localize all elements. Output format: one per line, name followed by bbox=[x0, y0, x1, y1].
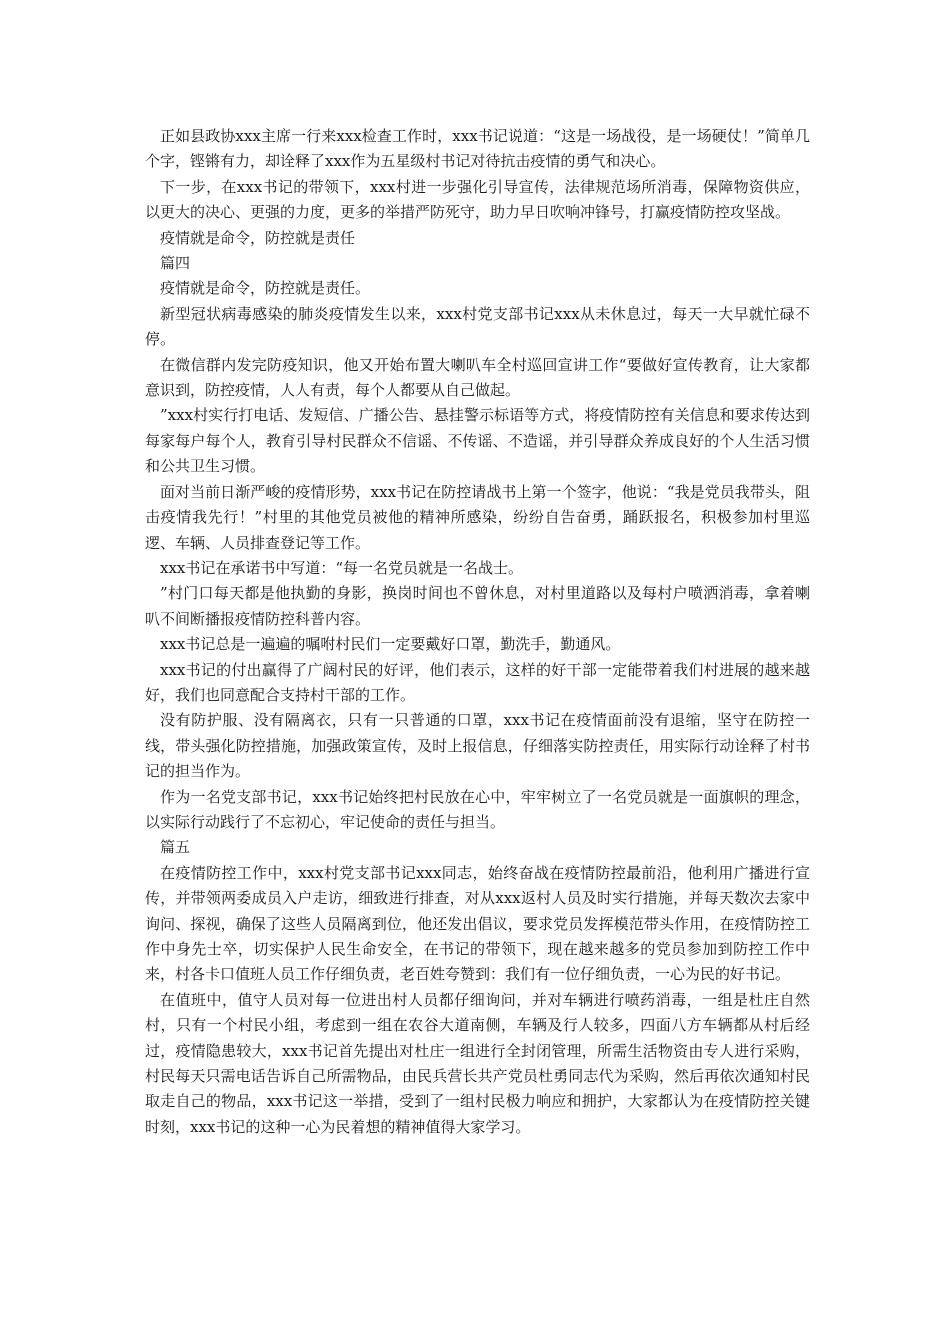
paragraph: ”村门口每天都是他执勤的身影，换岗时间也不曾休息，对村里道路以及每村户喷洒消毒，拿着喇叭不间断播报疫情防控科普内容。 bbox=[145, 584, 810, 628]
paragraph: 下一步，在xxx书记的带领下，xxx村进一步强化引导宣传，法律规范场所消毒，保障物资供应，以更大的决心、更强的力度，更多的举措严防死守，助力早日吹响冲锋号，打赢疫情防控攻坚战。 bbox=[145, 177, 810, 222]
section-heading: 篇五 bbox=[160, 838, 191, 857]
paragraph: xxx书记的付出赢得了广阔村民的好评，他们表示，这样的好干部一定能带着我们村进展的越来越好，我们也同意配合支持村干部的工作。 bbox=[145, 660, 810, 704]
paragraph: 正如县政协xxx主席一行来xxx检查工作时，xxx书记说道：“这是一场战役，是一场硬仗！”简单几个字，铿锵有力，却诠释了xxx作为五星级村书记对待抗击疫情的勇气和决心。 bbox=[145, 127, 810, 171]
paragraph: 新型冠状病毒感染的肺炎疫情发生以来，xxx村党支部书记xxx从未休息过，每天一大早就忙碌不停。 bbox=[145, 304, 810, 349]
section-heading: 篇四 bbox=[160, 254, 191, 273]
paragraph: ”xxx村实行打电话、发短信、广播公告、悬挂警示标语等方式，将疫情防控有关信息和要求传达到每家每户每个人，教育引导村民群众不信谣、不传谣、不造谣，并引导群众养成良好的个人生活习惯和公共卫生习惯。 bbox=[145, 406, 810, 476]
document-body bbox=[145, 124, 810, 1140]
paragraph: 在微信群内发完防疫知识，他又开始布置大喇叭车全村巡回宣讲工作“要做好宣传教育，让大家都意识到，防控疫情，人人有责，每个人都要从自己做起。 bbox=[145, 355, 810, 400]
paragraph: 面对当前日渐严峻的疫情形势，xxx书记在防控请战书上第一个签字，他说：“我是党员我带头，阻击疫情我先行！”村里的其他党员被他的精神所感染，纷纷自告奋勇，踊跃报名，积极参加村里巡逻、车辆、人员排查登记等工作。 bbox=[145, 482, 810, 552]
paragraph: 在疫情防控工作中，xxx村党支部书记xxx同志，始终奋战在疫情防控最前沿，他利用广播进行宣传，并带领两委成员入户走访，细致进行排查，对从xxx返村人员及时实行措施，并每天数次去家中询问、探视，确保了这些人员隔离到位，他还发出倡议，要求党员发挥模范带头作用，在疫情防控工作中身先士卒，切实保护人民生命安全，在书记的带领下，现在越来越多的党员参加到防控工作中来，村各卡口值班人员工作仔细负责，老百姓夸赞到：我们有一位仔细负责，一心为民的好书记。 bbox=[145, 863, 810, 984]
paragraph: 疫情就是命令，防控就是责任。 bbox=[160, 279, 371, 298]
paragraph: 作为一名党支部书记，xxx书记始终把村民放在心中，牢牢树立了一名党员就是一面旗帜的理念，以实际行动践行了不忘初心，牢记使命的责任与担当。 bbox=[145, 787, 810, 831]
paragraph: xxx书记总是一遍遍的嘱咐村民们一定要戴好口罩，勤洗手，勤通风。 bbox=[160, 635, 621, 654]
paragraph: xxx书记在承诺书中写道：“每一名党员就是一名战士。 bbox=[160, 558, 524, 577]
paragraph: 疫情就是命令，防控就是责任 bbox=[160, 228, 356, 247]
paragraph: 没有防护服、没有隔离衣，只有一只普通的口罩，xxx书记在疫情面前没有退缩，坚守在防控一线，带头强化防控措施，加强政策宣传，及时上报信息，仔细落实防控责任，用实际行动诠释了村书记的担当作为。 bbox=[145, 711, 810, 781]
paragraph: 在值班中，值守人员对每一位进出村人员都仔细询问，并对车辆进行喷药消毒，一组是杜庄自然村，只有一个村民小组，考虑到一组在农谷大道南侧，车辆及行人较多，四面八方车辆都从村后经过，疫情隐患较大，xxx书记首先提出对杜庄一组进行全封闭管理，所需生活物资由专人进行采购，村民每天只需电话告诉自己所需物品，由民兵营长共产党员杜勇同志代为采购，然后再依次通知村民取走自己的物品，xxx书记这一举措，受到了一组村民极力响应和拥护，大家都认为在疫情防控关键时刻，xxx书记的这种一心为民着想的精神值得大家学习。 bbox=[145, 990, 810, 1136]
